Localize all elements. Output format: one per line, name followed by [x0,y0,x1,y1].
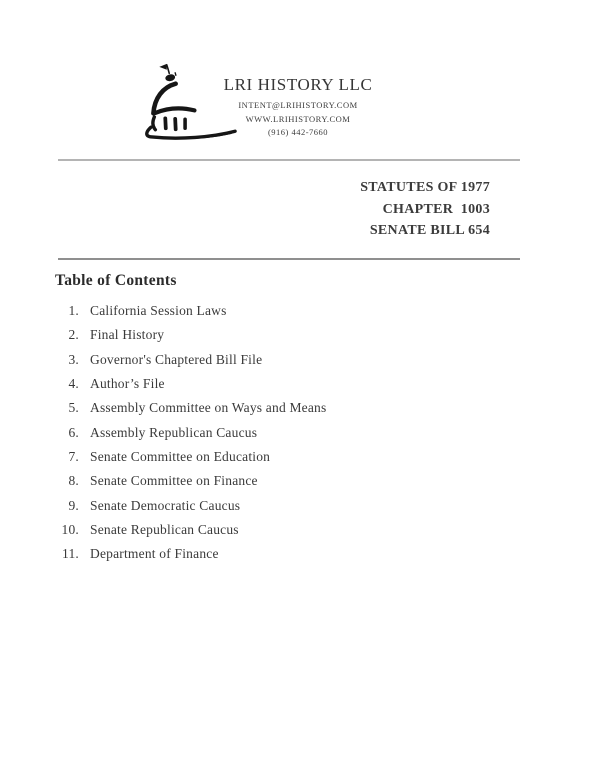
contact-phone: (916) 442-7660 [267,127,329,137]
chapter-line: CHAPTER 1003 [382,201,490,217]
toc-item-label: California Session Laws [90,303,227,319]
toc-item [55,420,326,444]
toc-item-label: Final History [90,327,165,343]
toc-item [55,372,326,396]
divider-bottom [58,258,520,260]
toc-item-number: 9. [68,497,79,513]
toc-item-label: Author’s File [90,376,165,392]
toc-item-label: Senate Democratic Caucus [90,497,241,513]
toc-list [55,299,326,566]
toc-item-label: Senate Republican Caucus [90,521,239,537]
toc-item-label: Senate Committee on Education [90,448,271,464]
toc-item [55,469,326,493]
senate-bill-line: SENATE BILL 654 [369,223,490,238]
divider-top [58,159,520,161]
toc-item-number: 4. [68,376,79,392]
toc-item-number: 2. [68,327,79,343]
toc-item-label: Governor's Chaptered Bill File [90,351,263,367]
toc-title: Table of Contents [55,272,177,289]
letterhead [207,74,389,140]
flag-icon [159,64,166,70]
toc-item-label: Assembly Committee on Ways and Means [90,400,327,416]
toc-item [55,445,326,469]
toc-item-number: 11. [62,546,79,562]
toc-item-label: Department of Finance [90,546,219,562]
toc-item [55,348,326,372]
statutes-line: STATUTES OF 1977 [360,180,490,195]
toc-item [55,396,326,420]
toc-item-number: 10. [61,521,79,537]
toc-item [55,493,326,517]
toc-item-label: Assembly Republican Caucus [90,424,258,440]
toc-item-number: 5. [68,400,79,416]
contact-email: INTENT@LRIHISTORY.COM [238,100,358,110]
company-name: LRI HISTORY LLC [223,75,373,94]
contact-info [207,99,389,140]
toc-item-number: 1. [68,303,79,319]
toc-item [55,542,326,566]
toc-item-number: 7. [68,448,79,464]
toc-item-number: 3. [68,351,79,367]
contact-website: WWW.LRIHISTORY.COM [245,113,351,124]
toc-item-number: 6. [68,424,79,440]
toc-item [55,518,326,542]
toc-item-label: Senate Committee on Finance [90,473,258,489]
bill-reference [360,177,490,242]
toc-item [55,299,326,323]
toc-item [55,323,326,347]
toc-item-number: 8. [68,473,79,489]
